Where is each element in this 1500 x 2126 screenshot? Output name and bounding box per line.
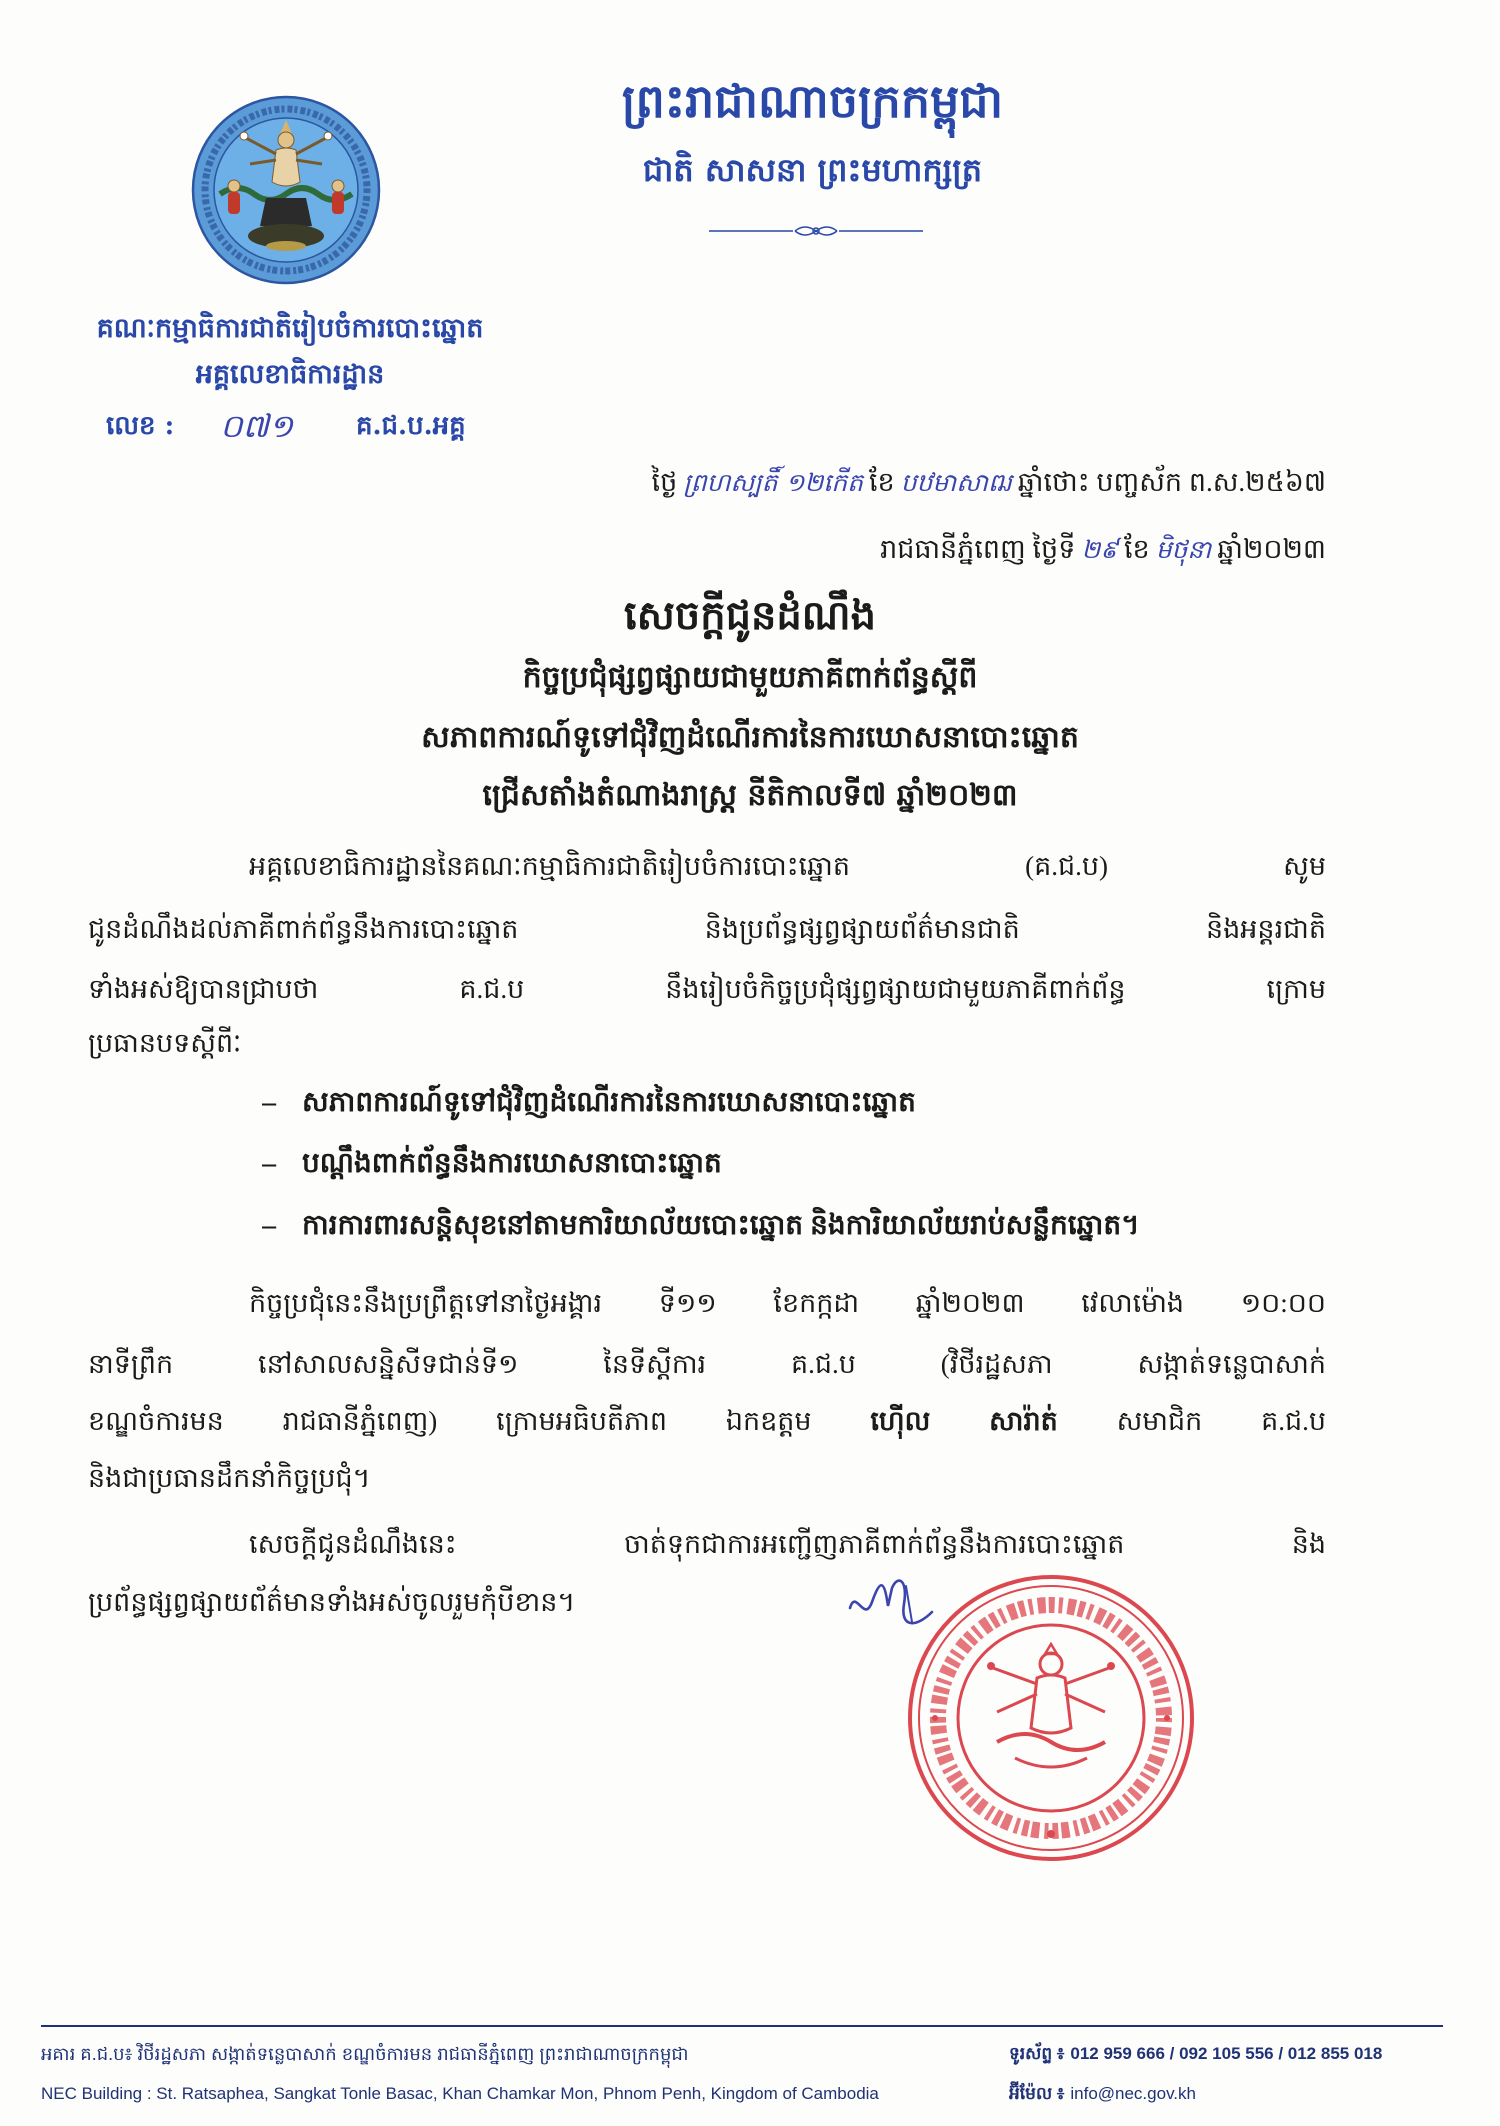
footer-phone-value: 012 959 666 / 092 105 556 / 012 855 018	[1070, 2044, 1383, 2063]
reference-number-label: លេខ :	[106, 411, 175, 441]
lunar-month-handwritten: បឋមាសាឍ	[900, 468, 1012, 497]
notice-subtitle-line: ជ្រើសតាំងតំណាងរាស្ត្រ នីតិកាលទី៧ ឆ្នាំ២០២៣	[482, 778, 1018, 813]
bullet-marker: –	[262, 1210, 276, 1241]
paragraph-2-line	[88, 1393, 1326, 1449]
paragraph-2-line: និងជាប្រធានដឹកនាំកិច្ចប្រជុំ។	[88, 1463, 371, 1493]
lunar-month-prefix: ខែ	[868, 467, 895, 497]
footer-divider	[41, 2025, 1443, 2027]
paragraph-2-text: ខណ្ឌចំការមន រាជធានីភ្នំពេញ) ក្រោមអធិបតីភាព ឯកឧត្តម	[88, 1406, 871, 1436]
kingdom-title: ព្រះរាជាណាចក្រកម្ពុជា	[621, 74, 1004, 128]
notice-subtitle-line: សភាពការណ៍ទូទៅជុំវិញដំណើរការនៃការឃោសនាបោះឆ្នោត	[421, 720, 1079, 755]
paragraph-1-line: ជូនដំណឹងដល់ភាគីពាក់ព័ន្ធនឹងការបោះឆ្នោត និងប្រព័ន្ធផ្សព្វផ្សាយព័ត៌មានជាតិ និងអន្តរជាតិ	[88, 914, 1326, 944]
footer-address-english: NEC Building : St. Ratsaphea, Sangkat Tonle Basac, Khan Chamkar Mon, Phnom Penh, Kingdom of Cambodia	[41, 2084, 879, 2103]
bullet-item: សភាពការណ៍ទូទៅជុំវិញដំណើរការនៃការឃោសនាបោះឆ្នោត	[302, 1087, 916, 1118]
seal-outer-ring	[910, 1577, 1192, 1859]
notice-subtitle-line: កិច្ចប្រជុំផ្សព្វផ្សាយជាមួយភាគីពាក់ព័ន្ធស្តីពី	[522, 660, 978, 695]
department-name: អគ្គលេខាធិការដ្ឋាន	[195, 359, 385, 390]
official-seal	[905, 1572, 1197, 1864]
paragraph-1-line: អគ្គលេខាធិការដ្ឋាននៃគណៈកម្មាធិការជាតិរៀបចំការបោះឆ្នោត (គ.ជ.ប) សូម	[249, 851, 1326, 881]
footer-email-value: info@nec.gov.kh	[1070, 2084, 1196, 2103]
bullet-item: បណ្តឹងពាក់ព័ន្ធនឹងការឃោសនាបោះឆ្នោត	[302, 1148, 722, 1179]
paragraph-2-line: នាទីព្រឹក នៅសាលសន្និសីទជាន់ទី១ នៃទីស្តីការ គ.ជ.ប (វិថីរដ្ឋសភា សង្កាត់ទន្លេបាសាក់	[88, 1349, 1326, 1379]
paragraph-2-line: កិច្ចប្រជុំនេះនឹងប្រព្រឹត្តទៅនាថ្ងៃអង្គារ ទី១១ ខែកក្កដា ឆ្នាំ២០២៣ វេលាម៉ោង ១០:០០	[249, 1288, 1326, 1318]
solar-date-line	[540, 522, 1326, 576]
bullet-item: ការការពារសន្តិសុខនៅតាមការិយាល័យបោះឆ្នោត និងការិយាល័យរាប់សន្លឹកឆ្នោត។	[302, 1210, 1140, 1241]
footer-email-label: អ៊ីម៉ែល ៖	[1009, 2084, 1065, 2103]
bullet-marker: –	[262, 1148, 276, 1179]
notice-title: សេចក្តីជូនដំណឹង	[624, 592, 876, 639]
seal-lettering-band	[938, 1605, 1164, 1831]
lunar-date-prefix: ថ្ងៃ	[651, 467, 678, 497]
lunar-day-handwritten: ព្រហស្បតិ៍ ១២កើត	[683, 468, 863, 497]
solar-month-handwritten: មិថុនា	[1155, 535, 1212, 564]
lunar-date-line	[540, 455, 1326, 509]
footer-phone	[1009, 2038, 1443, 2070]
chair-name: ហ៊ើល សារ៉ាត់	[870, 1406, 1058, 1436]
footer-address-khmer: អគារ គ.ជ.ប៖ វិថីរដ្ឋសភា សង្កាត់ទន្លេបាសាក់ ខណ្ឌចំការមន រាជធានីភ្នំពេញ ព្រះរាជាណាចក្រកម្ពុជា	[41, 2044, 689, 2064]
paragraph-3-line: ប្រព័ន្ធផ្សព្វផ្សាយព័ត៌មានទាំងអស់ចូលរួមកុំបីខាន។	[88, 1587, 576, 1617]
reference-number-suffix: គ.ជ.ប.អគ្គ	[356, 411, 466, 441]
paragraph-2-text: សមាជិក គ.ជ.ប	[1057, 1406, 1326, 1436]
paragraph-3-line: សេចក្តីជូនដំណឹងនេះ ចាត់ទុកជាការអញ្ជើញភាគីពាក់ព័ន្ធនឹងការបោះឆ្នោត និង	[249, 1529, 1326, 1559]
national-motto: ជាតិ សាសនា ព្រះមហាក្សត្រ	[642, 151, 983, 189]
lunar-year: ឆ្នាំថោះ បញ្ចស័ក ព.ស.២៥៦៧	[1017, 467, 1326, 497]
committee-name: គណៈកម្មាធិការជាតិរៀបចំការបោះឆ្នោត	[96, 313, 484, 344]
paragraph-1-line: ទាំងអស់ឱ្យបានជ្រាបថា គ.ជ.ប នឹងរៀបចំកិច្ចប្រជុំផ្សព្វផ្សាយជាមួយភាគីពាក់ព័ន្ធ ក្រោម	[88, 974, 1326, 1004]
ornament-divider	[707, 222, 925, 240]
solar-year: ឆ្នាំ២០២៣	[1217, 534, 1326, 564]
footer-phone-label: ទូរស័ព្ទ ៖	[1009, 2044, 1065, 2063]
paragraph-1-line: ប្រធានបទស្តីពីៈ	[88, 1028, 242, 1058]
reference-number-handwritten: ០៧១	[220, 407, 294, 445]
solar-date-prefix: រាជធានីភ្នំពេញ ថ្ងៃទី	[880, 534, 1076, 564]
seal-central-figure	[987, 1644, 1115, 1767]
solar-day-handwritten: ២៩	[1081, 535, 1118, 564]
footer-email	[1009, 2078, 1443, 2110]
nec-logo	[190, 94, 382, 286]
solar-month-prefix: ខែ	[1123, 534, 1150, 564]
bullet-marker: –	[262, 1087, 276, 1118]
